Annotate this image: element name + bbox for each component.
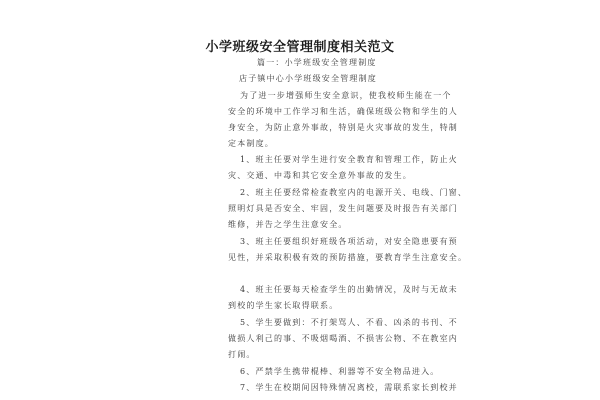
paragraph-line: 照明灯具是否安全、牢固，发生问题要及时报告有关部门: [228, 204, 458, 213]
paragraph-line: 6、严禁学生携带棍棒、利器等不安全物品进入。: [240, 367, 440, 376]
paragraph-line: 灾、交通、中毒和其它安全意外事故的发生。: [228, 171, 412, 180]
document-title: 小学班级安全管理制度相关范文: [205, 40, 395, 55]
section-heading: 篇一：小学班级安全管理制度: [257, 58, 377, 67]
paragraph-line: 7、学生在校期间因特殊情况离校，需联系家长到校并: [240, 383, 458, 392]
paragraph-line: 5、学生要做到：不打架骂人、不看、凶杀的书刊、不: [240, 318, 458, 327]
paragraph-line: 安全的环境中工作学习和生活，确保班级公物和学生的人: [228, 107, 458, 116]
paragraph-line: 2、班主任要经常检查教室内的电源开关、电线、门窗、: [240, 188, 468, 197]
paragraph-line: 打闹。: [228, 350, 256, 359]
paragraph-line: 维修，并告之学生注意安全。: [228, 220, 348, 229]
paragraph-line: 4、班主任要每天检查学生的出勤情况，及时与无故未: [240, 285, 458, 294]
paragraph-line: 为了进一步增强师生安全意识，使我校师生能在一个: [240, 91, 452, 100]
paragraph-line: 定本制度。: [228, 139, 274, 148]
paragraph-line: 1、班主任要对学生进行安全教育和管理工作，防止火: [240, 155, 458, 164]
paragraph-line: 做损人利己的事、不吸烟喝酒、不损害公物、不在教室内: [228, 334, 458, 343]
paragraph-line: 身安全，为防止意外事故，特别是火灾事故的发生，特制: [228, 123, 458, 132]
paragraph-line: 3、班主任要组织好班级各项活动，对安全隐患要有预: [240, 237, 458, 246]
paragraph-line: 见性，并采取积极有效的预防措施，要教育学生注意安全。: [228, 253, 468, 262]
paragraph-line: 到校的学生家长取得联系。: [228, 301, 339, 310]
school-name-line: 店子镇中心小学班级安全管理制度: [239, 74, 377, 83]
